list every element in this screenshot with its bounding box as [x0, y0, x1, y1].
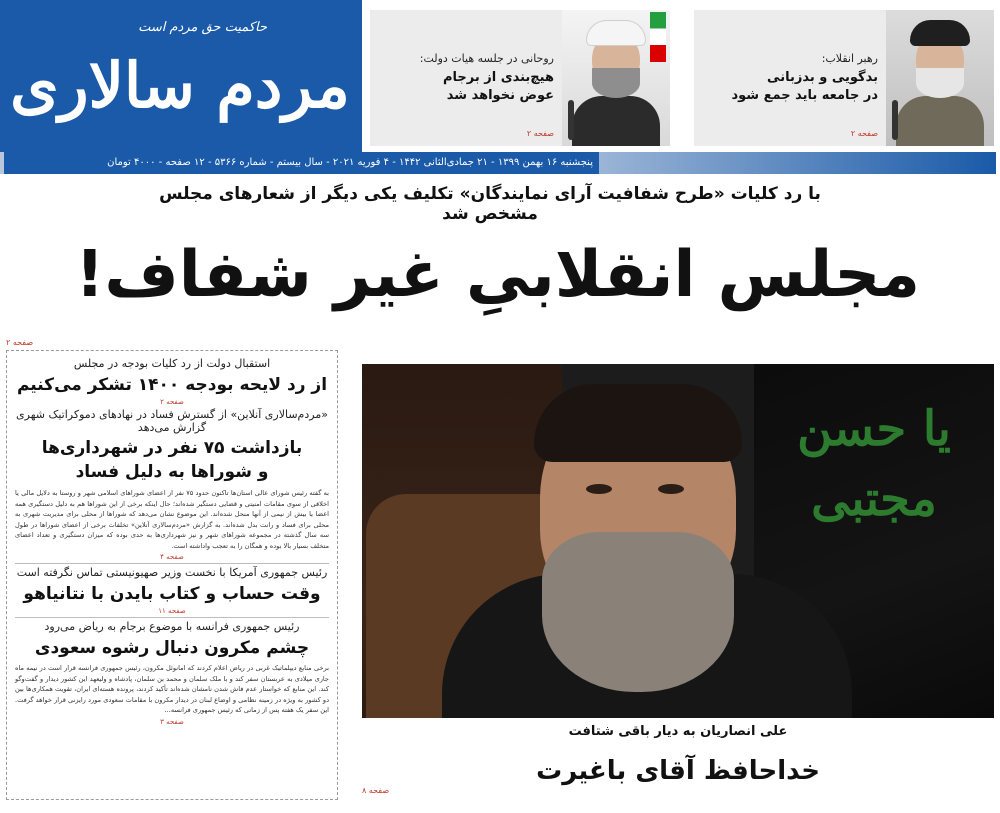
beard-shape — [592, 68, 640, 98]
story-biden[interactable] — [15, 566, 329, 615]
microphone-icon — [892, 100, 898, 140]
photo-caption-headline[interactable]: خداحافظ آقای باغیرت — [536, 756, 820, 786]
story-headline: وقت حساب و کتاب بایدن با نتانیاهو — [23, 584, 321, 604]
teaser-rouhani[interactable] — [370, 10, 670, 146]
dateline-bar — [0, 152, 996, 174]
teaser-leader[interactable] — [694, 10, 994, 146]
microphone-icon — [568, 100, 574, 140]
story-page-ref: صفحه ۱۱ — [158, 607, 186, 615]
teaser-page-ref: صفحه ۲ — [850, 129, 878, 138]
main-headline[interactable]: مجلس انقلابیِ غیر شفاف! — [75, 238, 920, 312]
divider — [15, 563, 329, 564]
turban-shape — [586, 20, 646, 46]
teaser-kicker: رهبر انقلاب: — [821, 52, 878, 65]
story-headline — [15, 436, 329, 484]
teaser-page-ref: صفحه ۲ — [526, 129, 554, 138]
dateline-text: پنجشنبه ۱۶ بهمن ۱۳۹۹ - ۲۱ جمادی‌الثانی ۱۴۴۲ - ۴ فوریه ۲۰۲۱ - سال بیستم - شماره ۵۳۶۶ - ۱۲ صفحه - ۴۰۰۰ تومان — [4, 152, 599, 174]
masthead-tagline: حاکمیت حق مردم است — [138, 20, 267, 35]
story-council-arrests[interactable] — [15, 408, 329, 561]
news-column — [6, 350, 338, 800]
masthead — [0, 0, 362, 152]
story-macron[interactable] — [15, 620, 329, 726]
teaser-headline — [698, 69, 878, 105]
story-body: برخی منابع دیپلماتیک غربی در ریاض اعلام کردند که امانوئل مکرون، رئیس جمهوری فرانسه قرار است در نیمه ماه جاری میلادی به عربستان سفر کند و با ملک سلمان و محمد بن سلمان، پادشاه و ولیعهد این کشور دیدار و گفت‌وگو کند. این منابع که خواستار عدم فاش شدن نامشان شده‌اند تأکید کردند، پرونده هسته‌ای ایران، تقویت همکاری‌ها بین دو کشور به ویژه در زمینه نظامی و اوضاع لبنان در دیدار مکرون با مقامات سعودی مورد رایزنی قرار خواهد گرفت. این سفر یک هفته پس از زمانی که رئیس جمهوری فرانسه... — [15, 664, 329, 714]
main-photo[interactable] — [362, 364, 994, 718]
story-page-ref: صفحه ۳ — [160, 717, 184, 726]
eye-shape — [586, 484, 612, 494]
teaser-kicker: روحانی در جلسه هیات دولت: — [419, 52, 554, 65]
calligraphy-banner: یا حسن مجتبی — [797, 401, 951, 527]
teaser-text — [374, 52, 554, 105]
rouhani-photo — [562, 10, 670, 146]
story-body: به گفته رئیس شورای عالی استان‌ها تاکنون حدود ۷۵ نفر از اعضای شوراهای اسلامی شهر و روستا به دلایل مالی یا اخلاقی از سوی مقامات امنیتی و قضایی دستگیر شده‌اند؛ حال اینکه برخی از این شوراها هم به دلیل دستگیری همه اعضا یا بیش از نیمی از آنها منحل شده‌اند. این موضوع نشان می‌دهد که شوراها از محلی برای مدیریت شهری به محلی برای فساد و رانت بدل شده‌اند. به گزارش «مردم‌سالاری آنلاین» تخلفات برخی از اعضای شوراها در طول سه سال گذشته در مجموعه شوراهای شهر و نیز شهرداری‌ها به حدی بوده که میزان دستگیری و تعداد اعضای متخلف بسیار بالا بوده و همگان را به تعجب واداشته است. — [15, 489, 329, 550]
photo-caption-kicker: علی انصاریان به دیار باقی شتافت — [568, 724, 788, 739]
story-budget[interactable] — [15, 357, 329, 406]
divider — [15, 617, 329, 618]
main-kicker: با رد کلیات «طرح شفافیت آرای نمایندگان» تکلیف یکی دیگر از شعارهای مجلس مشخص شد — [159, 184, 821, 224]
story-kicker: «مردم‌سالاری آنلاین» از گسترش فساد در نهادهای دموکراتیک شهری گزارش می‌دهد — [16, 408, 328, 434]
hair-shape — [534, 384, 742, 462]
story-page-ref: صفحه ۴ — [160, 553, 184, 561]
story-headline-line: و شوراها به دلیل فساد — [75, 462, 269, 482]
story-page-ref: صفحه ۲ — [160, 398, 184, 406]
beard-shape — [542, 532, 734, 692]
teaser-headline-line: بدگویی و بدزبانی — [767, 70, 878, 85]
robe-shape — [896, 96, 984, 146]
story-headline: چشم مکرون دنبال رشوه سعودی — [34, 638, 310, 658]
leader-photo — [886, 10, 994, 146]
turban-shape — [910, 20, 970, 46]
main-page-ref: صفحه ۲ — [6, 338, 34, 347]
story-kicker: استقبال دولت از رد کلیات بودجه در مجلس — [73, 357, 271, 370]
teaser-text — [698, 52, 878, 105]
teaser-headline — [374, 69, 554, 105]
story-headline-line: بازداشت ۷۵ نفر در شهرداری‌ها — [41, 438, 303, 458]
story-kicker: رئیس جمهوری فرانسه با موضوع برجام به ریاض می‌رود — [44, 620, 300, 633]
newspaper-logo: مردم سالاری — [10, 49, 350, 122]
story-headline: از رد لایحه بودجه ۱۴۰۰ تشکر می‌کنیم — [16, 375, 328, 395]
robe-shape — [572, 96, 660, 146]
iran-flag-icon — [650, 12, 666, 62]
teaser-headline-line: در جامعه باید جمع شود — [731, 88, 878, 103]
beard-shape — [916, 68, 964, 98]
story-kicker: رئیس جمهوری آمریکا با نخست وزیر صهیونیستی تماس نگرفته است — [16, 566, 328, 579]
teaser-headline-line: هیچ‌بندی از برجام — [442, 70, 554, 85]
eye-shape — [658, 484, 684, 494]
teaser-headline-line: عوض نخواهد شد — [446, 88, 554, 103]
photo-page-ref: صفحه ۸ — [362, 786, 390, 795]
